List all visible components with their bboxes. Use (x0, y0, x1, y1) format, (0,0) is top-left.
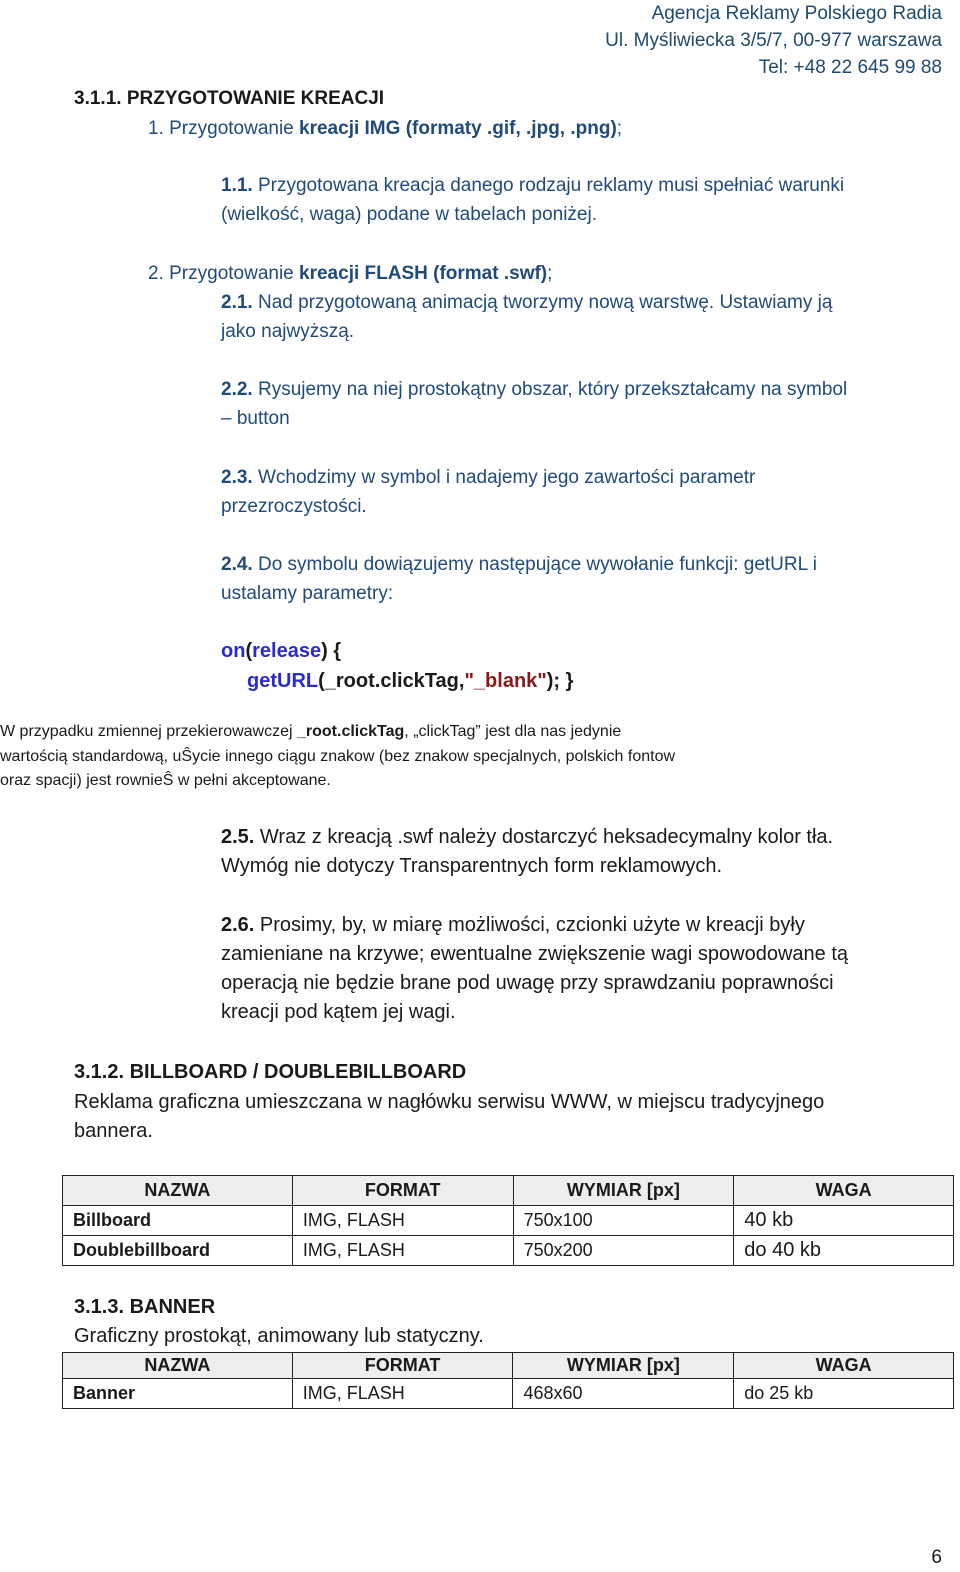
table-cell-size: 750x100 (513, 1206, 734, 1236)
para-2-2-text: Rysujemy na niej prostokątny obszar, który przekształcamy na symbol (252, 379, 848, 400)
code-args: (_root.clickTag, (318, 670, 465, 692)
para-2-4-text: Do symbolu dowiązujemy następujące wywołanie funkcji: getURL i (252, 554, 817, 575)
para-2-4-num: 2.4. (221, 554, 253, 575)
column-header: FORMAT (292, 1176, 513, 1206)
section-heading-312: 3.1.2. BILLBOARD / DOUBLEBILLBOARD (74, 1061, 467, 1083)
section-313-desc: Graficzny prostokąt, animowany lub statyczny. (74, 1325, 484, 1347)
table-cell-name: Banner (63, 1379, 293, 1409)
table-row (63, 1379, 954, 1409)
para-2-2-num: 2.2. (221, 379, 253, 400)
table-cell-size: 468x60 (513, 1379, 734, 1409)
note-bold: _root.clickTag (297, 723, 405, 740)
para-2-4-line2: ustalamy parametry: (221, 583, 394, 604)
table-cell-weight: do 40 kb (734, 1236, 954, 1266)
item-1 (148, 114, 622, 143)
para-1-1-num: 1.1. (221, 175, 253, 196)
table-cell-weight: 40 kb (734, 1206, 954, 1236)
para-2-1-line2: jako najwyższą. (221, 321, 355, 342)
note-line-2: wartością standardową, uŜycie innego ciągu znakow (bez znakow specjalnych, polskich fontow (0, 748, 676, 765)
column-header: WYMIAR [px] (513, 1353, 734, 1379)
billboard-table (62, 1175, 954, 1266)
table-cell-size: 750x200 (513, 1236, 734, 1266)
section-heading-313: 3.1.3. BANNER (74, 1296, 216, 1318)
column-header: NAZWA (63, 1353, 293, 1379)
code-keyword-geturl: getURL (247, 670, 319, 692)
banner-table (62, 1352, 954, 1409)
para-2-6-line4: kreacji pod kątem jej wagi. (221, 1001, 456, 1023)
para-2-6-text: Prosimy, by, w miarę możliwości, czcionki użyte w kreacji były (254, 914, 805, 936)
para-2-3-num: 2.3. (221, 467, 253, 488)
para-2-2-line1 (221, 375, 847, 404)
note-line-1 (0, 720, 621, 744)
agency-name: Agencja Reklamy Polskiego Radia (651, 3, 942, 24)
para-2-1-num: 2.1. (221, 292, 253, 313)
item-2-post: ; (547, 263, 553, 284)
table-row (63, 1206, 954, 1236)
item-1-bold: kreacji IMG (formaty .gif, .jpg, .png) (299, 118, 617, 139)
note-post: , „clickTag” jest dla nas jedynie (404, 723, 622, 740)
table-cell-format: IMG, FLASH (292, 1236, 513, 1266)
table-cell-name: Doublebillboard (63, 1236, 293, 1266)
column-header: FORMAT (292, 1353, 513, 1379)
para-2-5-line1 (221, 823, 833, 852)
table-row (63, 1236, 954, 1266)
note-pre: W przypadku zmiennej przekierowawczej (0, 723, 297, 740)
para-2-1-line1 (221, 288, 832, 317)
item-1-post: ; (616, 118, 623, 139)
table-cell-format: IMG, FLASH (292, 1206, 513, 1236)
para-1-1-line1 (221, 171, 844, 200)
table-cell-name: Billboard (63, 1206, 293, 1236)
agency-address: Ul. Myśliwiecka 3/5/7, 00-977 warszawa (605, 30, 942, 51)
code-paren-open: ( (245, 640, 253, 662)
section-heading-311: 3.1.1. PRZYGOTOWANIE KREACJI (74, 88, 385, 109)
code-line-1 (221, 637, 341, 666)
section-312-desc-line2: bannera. (74, 1120, 153, 1142)
para-2-5-text: Wraz z kreacją .swf należy dostarczyć heksadecymalny kolor tła. (254, 826, 834, 848)
item-2 (148, 259, 552, 288)
para-2-6-line1 (221, 911, 805, 940)
item-2-bold: kreacji FLASH (format .swf) (299, 263, 548, 284)
page-number: 6 (931, 1547, 942, 1568)
column-header: WAGA (734, 1176, 954, 1206)
para-2-3-line2: przezroczystości. (221, 496, 367, 517)
section-312-desc-line1: Reklama graficzna umieszczana w nagłówku serwisu WWW, w miejscu tradycyjnego (74, 1091, 825, 1113)
para-2-2-line2: – button (221, 408, 290, 429)
para-2-6-line3: operacją nie będzie brane pod uwagę przy sprawdzaniu poprawności (221, 972, 834, 994)
note-line-3: oraz spacji) jest rownieŜ w pełni akceptowane. (0, 772, 331, 789)
code-keyword-release: release (252, 640, 322, 662)
code-end: ); } (546, 670, 574, 692)
column-header: WYMIAR [px] (513, 1176, 734, 1206)
para-2-4-line1 (221, 550, 817, 579)
item-2-pre: 2. Przygotowanie (148, 263, 300, 284)
para-2-1-text: Nad przygotowaną animacją tworzymy nową warstwę. Ustawiamy ją (252, 292, 833, 313)
para-2-6-line2: zamieniane na krzywe; ewentualne zwiększenie wagi spowodowane tą (221, 943, 849, 965)
code-brace-open: ) { (321, 640, 342, 662)
code-keyword-on: on (221, 640, 246, 662)
para-2-5-num: 2.5. (221, 826, 255, 848)
para-2-3-text: Wchodzimy w symbol i nadajemy jego zawartości parametr (252, 467, 756, 488)
table-header-row (63, 1176, 954, 1206)
column-header: WAGA (734, 1353, 954, 1379)
para-2-3-line1 (221, 463, 755, 492)
para-1-1-line2: (wielkość, waga) podane w tabelach poniżej. (221, 204, 597, 225)
column-header: NAZWA (63, 1176, 293, 1206)
item-1-pre: 1. Przygotowanie (148, 118, 300, 139)
table-header-row (63, 1353, 954, 1379)
para-1-1-text: Przygotowana kreacja danego rodzaju reklamy musi spełniać warunki (252, 175, 845, 196)
para-2-6-num: 2.6. (221, 914, 255, 936)
code-line-2 (247, 667, 573, 696)
table-cell-format: IMG, FLASH (292, 1379, 513, 1409)
code-string: "_blank" (464, 670, 547, 692)
para-2-5-line2: Wymóg nie dotyczy Transparentnych form reklamowych. (221, 855, 723, 877)
table-cell-weight: do 25 kb (734, 1379, 954, 1409)
agency-phone: Tel: +48 22 645 99 88 (758, 57, 942, 78)
